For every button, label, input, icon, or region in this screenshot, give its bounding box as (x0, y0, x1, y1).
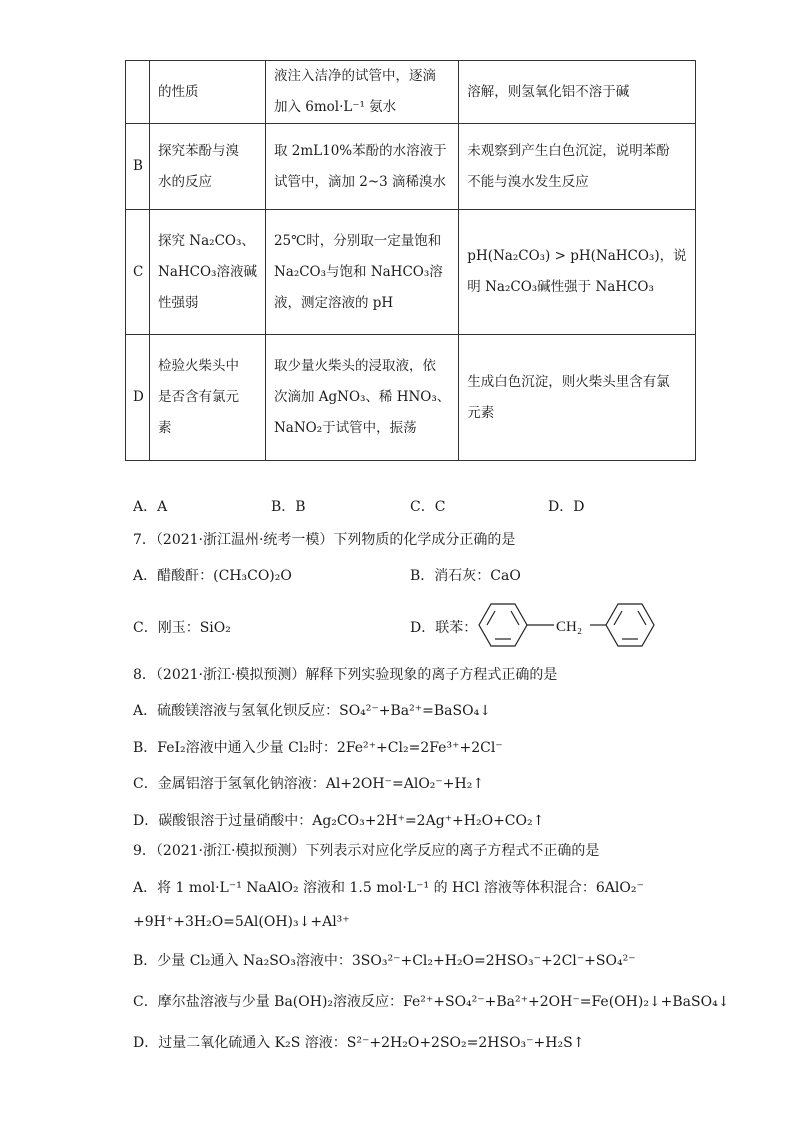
row-label (126, 61, 150, 124)
q9-option-a-continued: +9H⁺+3H₂O=5Al(OH)₃↓+Al³⁺ (133, 914, 350, 930)
row-label: D (126, 335, 150, 461)
purpose-cell: 探究苯酚与溴 水的反应 (150, 124, 266, 210)
q7-stem: 7．（2021·浙江温州·统考一模）下列物质的化学成分正确的是 (133, 532, 516, 548)
q6-option-b[interactable]: B．B (271, 499, 306, 515)
q8-option-c[interactable]: C．金属铝溶于氢氧化钠溶液：Al+2OH⁻=AlO₂⁻+H₂↑ (133, 776, 485, 792)
purpose-cell: 探究 Na₂CO₃、 NaHCO₃溶液碱 性强弱 (150, 210, 266, 335)
benzene-ring-left (479, 604, 527, 646)
table-row (126, 124, 696, 210)
operation-cell: 取少量火柴头的浸取液，依 次滴加 AgNO₃、稀 HNO₃、 NaNO₂于试管中，振荡 (265, 335, 458, 461)
q8-option-d[interactable]: D．碳酸银溶于过量硝酸中：Ag₂CO₃+2H⁺=2Ag⁺+H₂O+CO₂↑ (133, 813, 545, 829)
table-row (126, 61, 696, 124)
q9-option-c[interactable]: C．摩尔盐溶液与少量 Ba(OH)₂溶液反应：Fe²⁺+SO₄²⁻+Ba²⁺+2OH⁻=Fe(OH)₂↓+BaSO₄↓ (133, 994, 730, 1010)
q6-option-a[interactable]: A．A (133, 499, 168, 515)
row-label: C (126, 210, 150, 335)
purpose-cell: 检验火柴头中 是否含有氯元 素 (150, 335, 266, 461)
conclusion-cell: pH(Na₂CO₃) > pH(NaHCO₃)，说 明 Na₂CO₃碱性强于 NaHCO₃ (459, 210, 695, 335)
q9-option-d[interactable]: D．过量二氧化硫通入 K₂S 溶液：S²⁻+2H₂O+2SO₂=2HSO₃⁻+H₂S↑ (133, 1035, 585, 1051)
q9-option-b[interactable]: B．少量 Cl₂通入 Na₂SO₃溶液中：3SO₃²⁻+Cl₂+H₂O=2HSO₃⁻+2Cl⁻+SO₄²⁻ (133, 953, 636, 969)
diphenylmethane-structure-icon (476, 596, 660, 654)
conclusion-cell: 溶解，则氢氧化铝不溶于碱 (459, 61, 695, 124)
table-row (126, 335, 696, 461)
q6-option-c[interactable]: C．C (410, 499, 446, 515)
table-row (126, 210, 696, 335)
q7-option-a[interactable]: A．醋酸酐：(CH₃CO)₂O (133, 568, 292, 584)
operation-cell: 取 2mL10%苯酚的水溶液于 试管中，滴加 2~3 滴稀溴水 (265, 124, 458, 210)
benzene-ring-right (606, 604, 654, 646)
row-label: B (126, 124, 150, 210)
operation-cell: 液注入洁净的试管中，逐滴 加入 6mol·L⁻¹ 氨水 (265, 61, 458, 124)
conclusion-cell: 未观察到产生白色沉淀，说明苯酚 不能与溴水发生反应 (459, 124, 695, 210)
q6-option-d[interactable]: D．D (548, 499, 585, 515)
operation-cell: 25℃时，分别取一定量饱和 Na₂CO₃与饱和 NaHCO₃溶 液，测定溶液的 pH (265, 210, 458, 335)
q8-option-b[interactable]: B．FeI₂溶液中通入少量 Cl₂时：2Fe²⁺+Cl₂=2Fe³⁺+2Cl⁻ (133, 740, 503, 756)
q7-option-c[interactable]: C．刚玉：SiO₂ (133, 620, 231, 636)
q8-stem: 8．（2021·浙江·模拟预测）解释下列实验现象的离子方程式正确的是 (133, 667, 558, 683)
q9-stem: 9．（2021·浙江·模拟预测）下列表示对应化学反应的离子方程式不正确的是 (133, 843, 600, 859)
experiment-table (125, 60, 696, 461)
ch2-group-label: CH₂ (556, 619, 583, 635)
purpose-cell: 的性质 (150, 61, 266, 124)
conclusion-cell: 生成白色沉淀，则火柴头里含有氯 元素 (459, 335, 695, 461)
q9-option-a[interactable]: A．将 1 mol·L⁻¹ NaAlO₂ 溶液和 1.5 mol·L⁻¹ 的 HCl 溶液等体积混合：6AlO₂⁻ (133, 880, 644, 896)
q8-option-a[interactable]: A．硫酸镁溶液与氢氧化钡反应：SO₄²⁻+Ba²⁺=BaSO₄↓ (133, 703, 491, 719)
q7-option-d[interactable]: D．联苯： (410, 620, 478, 636)
q7-option-b[interactable]: B．消石灰：CaO (410, 568, 521, 584)
